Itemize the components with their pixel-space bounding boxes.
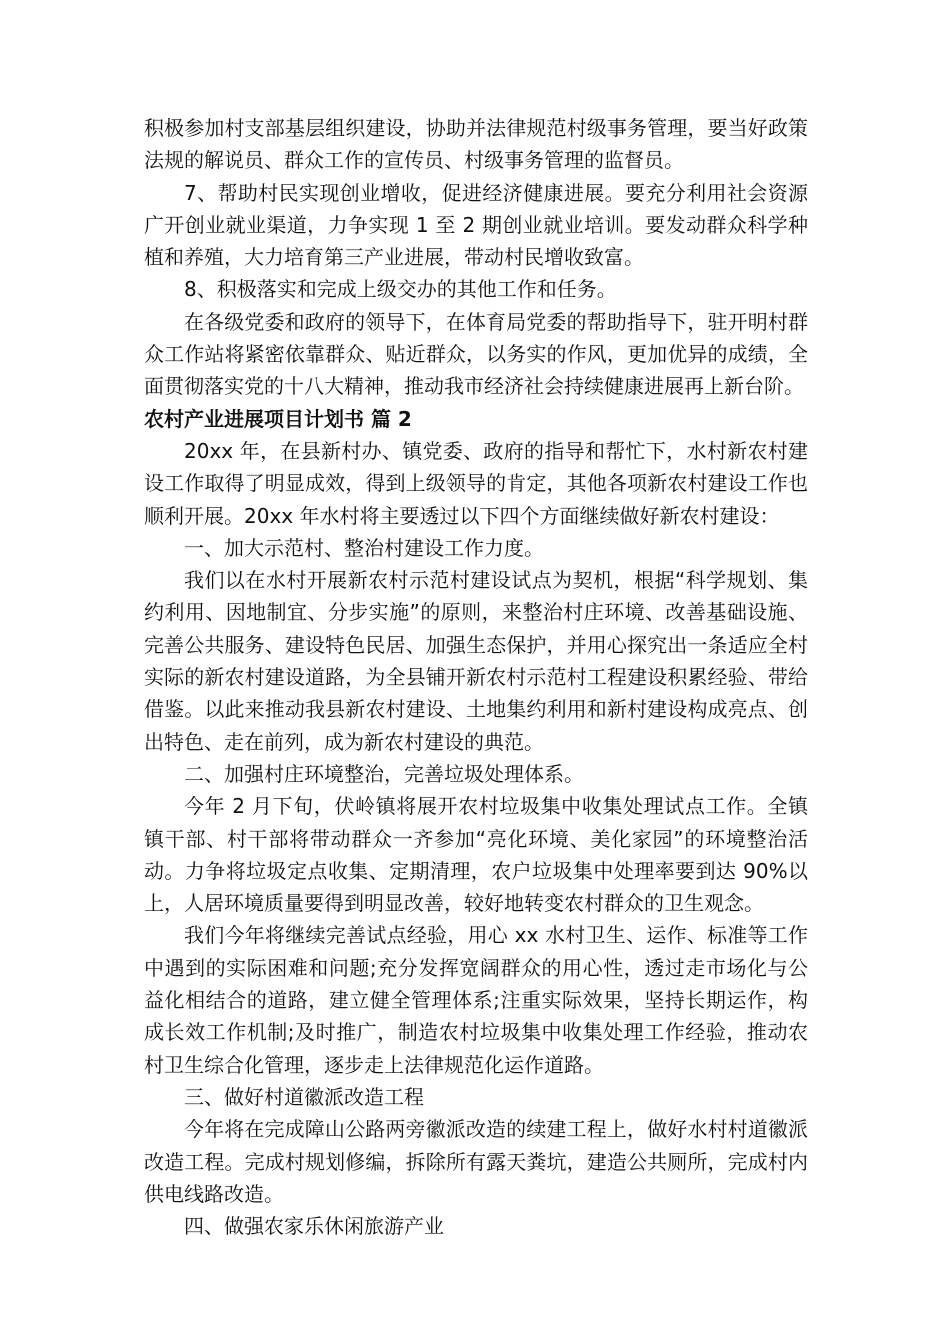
paragraph: 我们今年将继续完善试点经验，用心 xx 水村卫生、运作、标准等工作中遇到的实际困难和问题;充分发挥宽阔群众的用心性，透过走市场化与公益化相结合的道路，建立健全管理体系;注重实际效果，坚持长期运作，构成长效工作机制;及时推广，制造农村垃圾集中收集处理工作经验，推动农村卫生综合化管理，逐步走上法律规范化运作道路。 xyxy=(144,923,808,1077)
document-body xyxy=(144,112,808,1242)
paragraph: 三、做好村道徽派改造工程 xyxy=(184,1084,424,1109)
paragraph: 我们以在水村开展新农村示范村建设试点为契机，根据“科学规划、集约利用、因地制宜、分步实施”的原则，来整治村庄环境、改善基础设施、完善公共服务、建设特色民居、加强生态保护，并用心探究出一条适应全村实际的新农村建设道路，为全县铺开新农村示范村工程建设积累经验、带给借鉴。以此来推动我县新农村建设、土地集约利用和新村建设构成亮点、创出特色、走在前列，成为新农村建设的典范。 xyxy=(144,568,808,754)
paragraph: 7、帮助村民实现创业增收，促进经济健康进展。要充分利用社会资源广开创业就业渠道，力争实现 1 至 2 期创业就业培训。要发动群众科学种植和养殖，大力培育第三产业进展，带动村民增收致富。 xyxy=(144,180,808,270)
paragraph: 二、加强村庄环境整治，完善垃圾处理体系。 xyxy=(184,761,584,786)
paragraph: 一、加大示范村、整治村建设工作力度。 xyxy=(184,535,544,560)
paragraph: 20xx 年，在县新村办、镇党委、政府的指导和帮忙下，水村新农村建设工作取得了明显成效，得到上级领导的肯定，其他各项新农村建设工作也顺利开展。20xx 年水村将主要透过以下四个方面继续做好新农村建设： xyxy=(144,438,808,528)
paragraph: 四、做强农家乐休闲旅游产业 xyxy=(184,1214,444,1239)
paragraph: 在各级党委和政府的领导下，在体育局党委的帮助指导下，驻开明村群众工作站将紧密依靠群众、贴近群众，以务实的作风，更加优异的成绩，全面贯彻落实党的十八大精神，推动我市经济社会持续健康进展再上新台阶。 xyxy=(144,309,808,399)
section-heading: 农村产业进展项目计划书 篇 2 xyxy=(144,406,412,431)
paragraph: 积极参加村支部基层组织建设，协助并法律规范村级事务管理，要当好政策法规的解说员、群众工作的宣传员、村级事务管理的监督员。 xyxy=(144,116,808,173)
paragraph: 今年 2 月下旬，伏岭镇将展开农村垃圾集中收集处理试点工作。全镇镇干部、村干部将带动群众一齐参加“亮化环境、美化家园”的环境整治活动。力争将垃圾定点收集、定期清理，农户垃圾集中处理率要到达 90%以上，人居环境质量要得到明显改善，较好地转变农村群众的卫生观念。 xyxy=(144,794,808,916)
paragraph: 8、积极落实和完成上级交办的其他工作和任务。 xyxy=(184,277,617,302)
paragraph: 今年将在完成障山公路两旁徽派改造的续建工程上，做好水村村道徽派改造工程。完成村规划修编，拆除所有露天粪坑，建造公共厕所，完成村内供电线路改造。 xyxy=(144,1117,808,1206)
